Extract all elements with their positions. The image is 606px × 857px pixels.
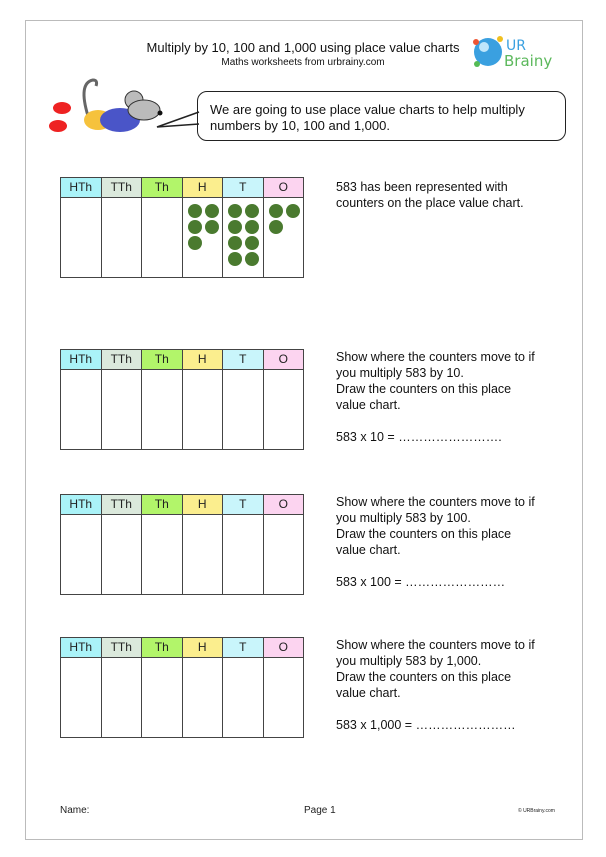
column-O bbox=[264, 178, 304, 277]
speech-bubble-tail bbox=[155, 110, 201, 130]
counter bbox=[188, 236, 202, 250]
column-O bbox=[264, 350, 304, 449]
question-text: Show where the counters move to if bbox=[336, 638, 535, 652]
answer-equation[interactable]: 583 x 1,000 = …………………… bbox=[336, 718, 516, 732]
counter bbox=[228, 204, 242, 218]
question-text: you multiply 583 by 100. bbox=[336, 511, 471, 525]
counter bbox=[245, 236, 259, 250]
mouse-mascot-icon bbox=[48, 78, 168, 138]
column-HTh bbox=[61, 638, 102, 737]
counter bbox=[269, 220, 283, 234]
column-header: TTh bbox=[102, 350, 142, 370]
column-body[interactable] bbox=[264, 515, 304, 594]
column-header: O bbox=[264, 638, 304, 658]
column-Th bbox=[142, 495, 183, 594]
page-number: Page 1 bbox=[304, 805, 336, 816]
column-header: Th bbox=[142, 350, 182, 370]
column-body[interactable] bbox=[102, 658, 142, 737]
answer-equation[interactable]: 583 x 100 = …………………… bbox=[336, 575, 506, 589]
column-header: TTh bbox=[102, 178, 142, 198]
counter bbox=[228, 252, 242, 266]
svg-text:Brainy: Brainy bbox=[504, 52, 553, 70]
column-T bbox=[223, 178, 264, 277]
column-header: HTh bbox=[61, 638, 101, 658]
page-title: Multiply by 10, 100 and 1,000 using place value charts bbox=[146, 40, 460, 55]
column-header: HTh bbox=[61, 178, 101, 198]
answer-equation[interactable]: 583 x 10 = ……………………. bbox=[336, 430, 502, 444]
column-T bbox=[223, 495, 264, 594]
counter bbox=[245, 204, 259, 218]
column-header: O bbox=[264, 350, 304, 370]
column-body[interactable] bbox=[223, 515, 263, 594]
column-body[interactable] bbox=[142, 658, 182, 737]
column-body bbox=[102, 198, 142, 277]
counter bbox=[205, 220, 219, 234]
example-text: 583 has been represented with counters on the place value chart. bbox=[336, 180, 524, 210]
column-HTh bbox=[61, 495, 102, 594]
counter bbox=[188, 220, 202, 234]
place-value-chart-3[interactable] bbox=[60, 637, 304, 738]
place-value-chart-2[interactable] bbox=[60, 494, 304, 595]
counter bbox=[228, 220, 242, 234]
column-body[interactable] bbox=[183, 658, 223, 737]
column-body bbox=[142, 198, 182, 277]
column-O bbox=[264, 638, 304, 737]
copyright: © URBrainy.com bbox=[518, 808, 555, 814]
column-header: Th bbox=[142, 638, 182, 658]
column-header: O bbox=[264, 495, 304, 515]
column-body[interactable] bbox=[142, 515, 182, 594]
column-header: T bbox=[223, 495, 263, 515]
column-header: H bbox=[183, 495, 223, 515]
column-Th bbox=[142, 638, 183, 737]
column-O bbox=[264, 495, 304, 594]
question-text: Draw the counters on this place bbox=[336, 382, 512, 396]
column-body[interactable] bbox=[61, 658, 101, 737]
speech-text: We are going to use place value charts to help multiply numbers by 10, 100 and 1,000. bbox=[210, 102, 525, 133]
question-text: Draw the counters on this place bbox=[336, 670, 512, 684]
column-body[interactable] bbox=[223, 658, 263, 737]
column-H bbox=[183, 495, 224, 594]
column-body bbox=[61, 198, 101, 277]
column-body[interactable] bbox=[142, 370, 182, 449]
counter bbox=[245, 220, 259, 234]
question-text: Show where the counters move to if bbox=[336, 350, 535, 364]
column-body[interactable] bbox=[61, 515, 101, 594]
urbrainy-logo bbox=[472, 34, 562, 70]
column-header: TTh bbox=[102, 495, 142, 515]
column-H bbox=[183, 350, 224, 449]
column-Th bbox=[142, 350, 183, 449]
column-body[interactable] bbox=[61, 370, 101, 449]
place-value-chart-example bbox=[60, 177, 304, 278]
counter bbox=[245, 252, 259, 266]
column-header: Th bbox=[142, 495, 182, 515]
column-H bbox=[183, 638, 224, 737]
page-subtitle: Maths worksheets from urbrainy.com bbox=[221, 57, 385, 68]
question-text: Draw the counters on this place bbox=[336, 527, 512, 541]
speech-bubble bbox=[197, 91, 566, 141]
column-body[interactable] bbox=[183, 370, 223, 449]
column-header: T bbox=[223, 638, 263, 658]
column-header: H bbox=[183, 350, 223, 370]
column-header: O bbox=[264, 178, 304, 198]
column-body[interactable] bbox=[223, 370, 263, 449]
column-header: TTh bbox=[102, 638, 142, 658]
place-value-chart-1[interactable] bbox=[60, 349, 304, 450]
column-header: T bbox=[223, 178, 263, 198]
column-header: H bbox=[183, 178, 223, 198]
column-body[interactable] bbox=[102, 370, 142, 449]
counter bbox=[228, 236, 242, 250]
column-Th bbox=[142, 178, 183, 277]
column-T bbox=[223, 638, 264, 737]
column-body[interactable] bbox=[102, 515, 142, 594]
column-HTh bbox=[61, 350, 102, 449]
counter bbox=[205, 204, 219, 218]
counter bbox=[286, 204, 300, 218]
column-TTh bbox=[102, 350, 143, 449]
column-TTh bbox=[102, 495, 143, 594]
counter bbox=[188, 204, 202, 218]
column-T bbox=[223, 350, 264, 449]
question-text: you multiply 583 by 1,000. bbox=[336, 654, 482, 668]
column-H bbox=[183, 178, 224, 277]
column-header: HTh bbox=[61, 495, 101, 515]
question-text: value chart. bbox=[336, 543, 401, 557]
column-header: Th bbox=[142, 178, 182, 198]
column-body[interactable] bbox=[264, 370, 304, 449]
question-text: value chart. bbox=[336, 686, 401, 700]
column-HTh bbox=[61, 178, 102, 277]
column-body[interactable] bbox=[264, 658, 304, 737]
column-header: T bbox=[223, 350, 263, 370]
column-header: H bbox=[183, 638, 223, 658]
name-label: Name: bbox=[60, 805, 90, 816]
question-text: value chart. bbox=[336, 398, 401, 412]
counter bbox=[269, 204, 283, 218]
svg-text:UR: UR bbox=[506, 38, 526, 54]
column-header: HTh bbox=[61, 350, 101, 370]
question-text: you multiply 583 by 10. bbox=[336, 366, 464, 380]
column-TTh bbox=[102, 638, 143, 737]
column-TTh bbox=[102, 178, 143, 277]
question-text: Show where the counters move to if bbox=[336, 495, 535, 509]
column-body[interactable] bbox=[183, 515, 223, 594]
